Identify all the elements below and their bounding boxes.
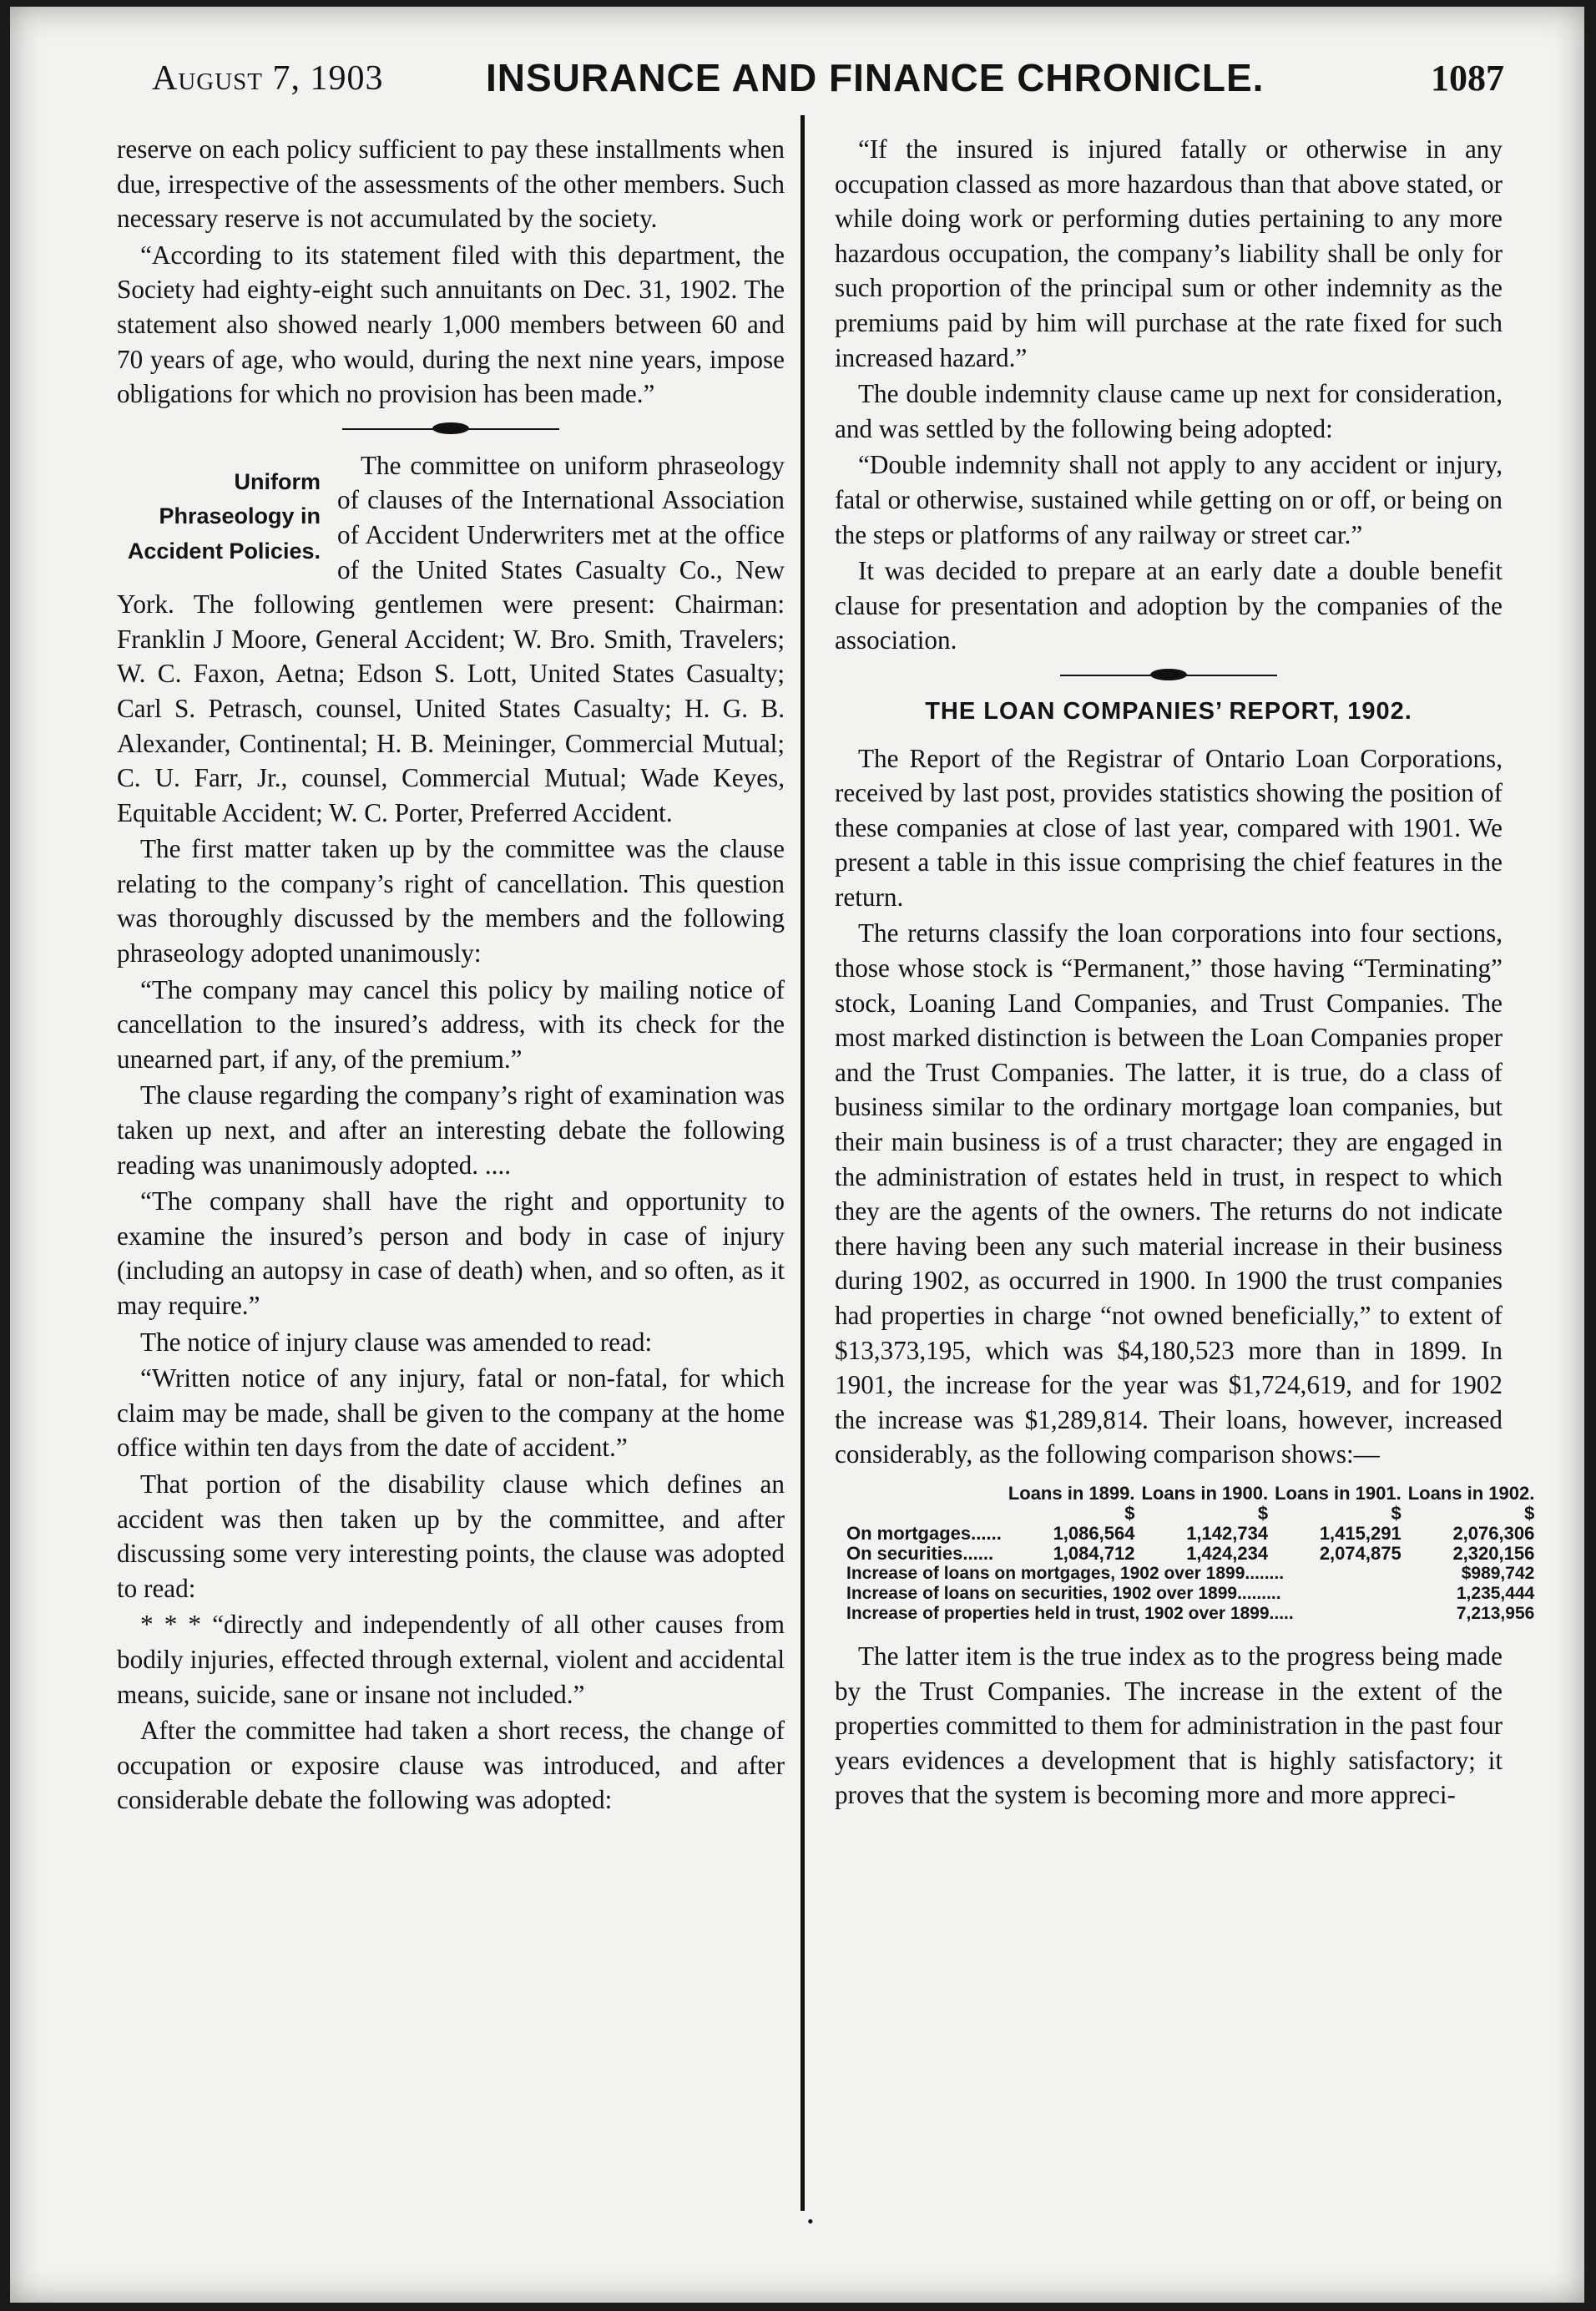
paragraph-first-matter: The first matter taken up by the committee was the clause relating to the company’s right of cancellation. This question was thoroughly discussed by the members and the following phraseology adopted unanimously: (117, 834, 785, 968)
quote-examination: “The company shall have the right and opportunity to examine the insured’s person and body in case of injury (including an autopsy in case of death) when, and so often, as it may require.” (117, 1186, 785, 1320)
quote-double-indemnity: “Double indemnity shall not apply to any accident or injury, fatal or otherwise, sustained while getting on or off, or being on the steps or platforms of any railway or street car.” (835, 450, 1503, 549)
left-column (117, 132, 785, 1819)
column-header: Loans in 1902. (1407, 1482, 1535, 1504)
summary-value: 7,213,956 (1456, 1603, 1535, 1623)
paragraph-disability: That portion of the disability clause which defines an accident was then taken up by the committee, and after discussing some very interesting points, the clause was adopted to read: (117, 1469, 785, 1603)
summary-row (843, 1564, 1538, 1584)
column-header: Loans in 1901. (1275, 1482, 1402, 1504)
table-cell: 2,076,306 (1452, 1522, 1535, 1544)
quote-notice: “Written notice of any injury, fatal or non-fatal, for which claim may be made, shall be given to the company at the home office within ten days from the date of accident.” (117, 1363, 785, 1463)
paragraph-double-benefit: It was decided to prepare at an early date a double benefit clause for presentation and adoption by the companies of the association. (835, 556, 1503, 655)
currency-symbol: $ (1124, 1502, 1135, 1524)
section-heading-loan-report: THE LOAN COMPANIES’ REPORT, 1902. (925, 697, 1412, 725)
section-ornament (1060, 666, 1277, 685)
paragraph-committee: The committee on uniform phraseology of clauses of the International Association of Accident Underwriters met at the office of the United States Casualty Co., New York. The following gentlemen were present: Chairman: Franklin J Moore, General Accident; W. Bro. Smith, Travelers; W. C. Faxon, Aetna; Edson S. Lott, United States Casualty; Carl S. Petrasch, counsel, United States Casualty; H. G. B. Alexander, Continental; H. B. Meininger, Commercial Mutual; C. U. Farr, Jr., counsel, Commercial Mutual; Wade Keyes, Equitable Accident; W. C. Porter, Preferred Accident. (117, 450, 785, 827)
table-row (843, 1544, 1538, 1564)
right-column (835, 132, 1535, 1814)
side-heading: Uniform Phraseology in Accident Policies. (127, 468, 321, 564)
publication-title: INSURANCE AND FINANCE CHRONICLE. (486, 56, 1265, 99)
bottom-mark: • (807, 2211, 814, 2232)
currency-symbol: $ (1391, 1502, 1402, 1524)
table-cell: 2,320,156 (1452, 1542, 1535, 1564)
summary-label: Increase of loans on securities, 1902 over 1899......... (846, 1583, 1281, 1603)
column-header: Loans in 1899. (1008, 1482, 1135, 1504)
paragraph-recess: After the committee had taken a short recess, the change of occupation or exposire clause was introduced, and after considerable debate the following was adopted: (117, 1716, 785, 1815)
summary-value: $989,742 (1461, 1563, 1535, 1583)
page-number: 1087 (1431, 58, 1504, 99)
row-label: On securities...... (846, 1542, 994, 1564)
table-cell: 1,424,234 (1186, 1542, 1269, 1564)
row-label: On mortgages...... (846, 1522, 1002, 1544)
page-header (135, 48, 1504, 107)
paragraph-statement: “According to its statement filed with this department, the Society had eighty-eight such annuitants on Dec. 31, 1902. The statement also showed nearly 1,000 members between 60 and 70 years of age, who would, during the next nine years, impose obligations for which no provision has been made.” (117, 240, 785, 409)
currency-row (843, 1504, 1538, 1524)
uniform-phraseology-section (117, 448, 785, 832)
summary-row (843, 1604, 1538, 1624)
issue-date: August 7, 1903 (152, 59, 384, 98)
table-cell: 1,415,291 (1319, 1522, 1402, 1544)
table-row (843, 1524, 1538, 1544)
summary-label: Increase of properties held in trust, 1902 over 1899..... (846, 1603, 1294, 1623)
table-header-row (843, 1484, 1538, 1504)
table-cell: 2,074,875 (1319, 1542, 1402, 1564)
paragraph-latter-item: The latter item is the true index as to the progress being made by the Trust Companies. The increase in the extent of the properties committed to them for administration in the past four years evidences a development that is highly satisfactory; it proves that the system is becoming more and more appreci- (835, 1641, 1503, 1810)
summary-row (843, 1584, 1538, 1604)
section-ornament (342, 420, 559, 438)
currency-symbol: $ (1524, 1502, 1535, 1524)
column-header: Loans in 1900. (1141, 1482, 1269, 1504)
paragraph-notice: The notice of injury clause was amended to read: (140, 1327, 653, 1357)
paragraph-registrar: The Report of the Registrar of Ontario Loan Corporations, received by last post, provides statistics showing the position of these companies at close of last year, compared with 1901. We present a table in this issue comprising the chief features in the return. (835, 743, 1503, 912)
quote-cancellation: “The company may cancel this policy by mailing notice of cancellation to the insured’s address, with its check for the unearned part, if any, of the premium.” (117, 974, 785, 1074)
currency-symbol: $ (1257, 1502, 1269, 1524)
quote-fatal-injury: “If the insured is injured fatally or otherwise in any occupation classed as more hazardous than that above stated, or while doing work or performing duties pertaining to any more hazardous occupation, the company’s liability shall be only for such proportion of the principal sum or other indemnity as the premiums paid by him will purchase at the rate fixed for such increased hazard.” (835, 134, 1503, 372)
summary-value: 1,235,444 (1456, 1583, 1535, 1603)
table-cell: 1,142,734 (1186, 1522, 1269, 1544)
loans-comparison-table (843, 1484, 1538, 1624)
summary-label: Increase of loans on mortgages, 1902 over 1899........ (846, 1563, 1285, 1583)
quote-disability: * * * “directly and independently of all other causes from bodily injuries, effected through external, violent and accidental means, suicide, sane or insane not included.” (117, 1610, 785, 1709)
paragraph-double-indemnity: The double indemnity clause came up next for consideration, and was settled by the following being adopted: (835, 379, 1503, 443)
table-cell: 1,084,712 (1053, 1542, 1135, 1564)
column-divider (801, 115, 805, 2211)
table-cell: 1,086,564 (1053, 1522, 1135, 1544)
paragraph-examination: The clause regarding the company’s right of examination was taken up next, and after an interesting debate the following reading was unanimously adopted. .... (117, 1080, 785, 1180)
paragraph-returns: The returns classify the loan corporations into four sections, those whose stock is “Permanent,” those having “Terminating” stock, Loaning Land Companies, and Trust Companies. The most marked distinction is between the Loan Companies proper and the Trust Companies. The latter, it is true, do a class of business similar to the ordinary mortgage loan companies, but their main business is of a trust character; they are engaged in the administration of estates held in trust, in respect to which they are the agents of the owners. The returns do not indicate there having been any such material increase in their business during 1902, as occurred in 1900. In 1900 the trust companies had properties in charge “not owned beneficially,” to extent of $13,373,195, which was $4,180,523 more than in 1899. In 1901, the increase for the year was $1,724,619, and for 1902 the increase was $1,289,814. Their loans, however, increased considerably, as the following comparison shows:— (835, 918, 1503, 1469)
newspaper-page (10, 7, 1584, 2303)
paragraph-reserve: reserve on each policy sufficient to pay these installments when due, irrespective of the assessments of the other members. Such necessary reserve is not accumulated by the society. (117, 134, 785, 234)
